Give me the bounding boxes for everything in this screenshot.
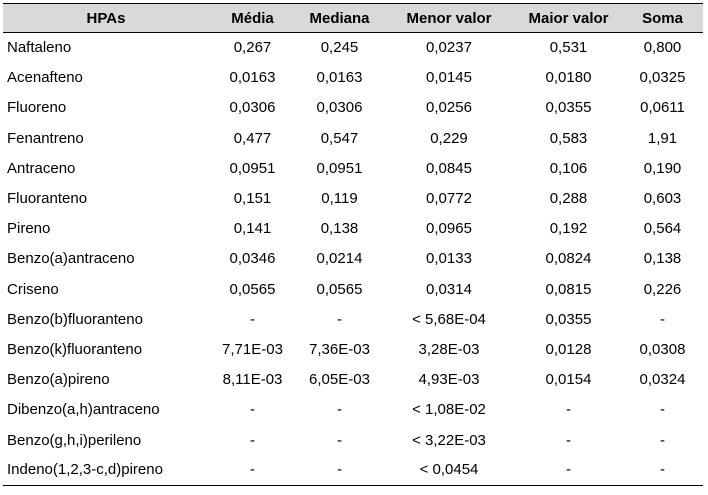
soma-cell: - [622,455,703,485]
media-cell: 0,141 [233,220,272,238]
hpa-statistics-table-container [3,3,703,486]
compound-name: Benzo(b)fluoranteno [7,310,143,328]
maior-valor-cell: 0,288 [549,190,588,208]
media-cell: 0,267 [233,39,272,57]
menor-valor-cell: 0,229 [430,129,468,147]
maior-valor-cell: - [566,401,571,419]
mediana-cell: 6,05E-03 [309,371,370,389]
mediana-cell: - [337,401,342,419]
menor-valor-cell: 0,0133 [426,250,472,268]
compound-name: Fluoranteno [7,190,88,208]
maior-valor-cell: - [515,455,622,485]
mediana-cell: 0,119 [321,190,358,208]
menor-valor-cell: 3,28E-03 [418,340,480,358]
soma-cell: 0,0611 [640,99,685,117]
menor-valor-cell: 0,0145 [426,69,472,87]
maior-valor-cell: 0,0154 [545,371,592,389]
header-maior-valor: Maior valor [515,4,622,33]
soma-cell: 0,190 [643,159,682,177]
soma-cell: 0,226 [643,280,682,298]
compound-name: Naftaleno [7,39,72,57]
soma-cell: 0,0325 [639,69,686,87]
header-mediana: Mediana [296,4,383,33]
media-cell: - [250,401,255,419]
media-cell: 0,0346 [229,250,276,268]
header-media: Média [209,4,296,33]
compound-name: Fluoreno [7,99,67,117]
mediana-cell: 0,0163 [316,69,363,87]
menor-valor-cell: < 5,68E-04 [412,310,486,328]
mediana-cell: 0,0951 [316,159,363,177]
maior-valor-cell: 0,0355 [545,310,592,328]
soma-cell: - [660,310,665,328]
menor-valor-cell: 0,0237 [426,39,472,57]
menor-valor-cell: 0,0314 [426,280,472,298]
media-cell: 0,0306 [229,99,276,117]
maior-valor-cell: - [566,431,571,449]
table-header [3,4,703,33]
menor-valor-cell: < 1,08E-02 [412,401,486,419]
media-cell: 0,0163 [229,69,276,87]
mediana-cell: - [337,310,342,328]
hpa-statistics-table [3,3,703,486]
menor-valor-cell: 0,0965 [426,220,472,238]
mediana-cell: 0,0565 [316,280,363,298]
maior-valor-cell: 0,0355 [545,99,592,117]
table-row [3,123,703,153]
maior-valor-cell: 0,192 [549,220,588,238]
header-menor-valor: Menor valor [383,4,515,33]
maior-valor-cell: 0,0128 [545,340,592,358]
media-cell: - [209,455,296,485]
soma-cell: - [660,401,665,419]
mediana-cell: 0,138 [320,220,359,238]
table-row [3,395,703,425]
table-row [3,93,703,123]
header-row [3,4,703,33]
compound-name: Benzo(k)fluoranteno [7,340,143,358]
mediana-cell: 0,0306 [316,99,363,117]
maior-valor-cell: 0,0824 [545,250,592,268]
table-row [3,365,703,395]
menor-valor-cell: 0,0845 [426,159,472,177]
compound-name: Indeno(1,2,3-c,d)pireno [3,455,209,485]
soma-cell: 0,603 [643,190,682,208]
maior-valor-cell: 0,106 [549,159,588,177]
table-row [3,455,703,485]
soma-cell: 0,800 [643,39,682,57]
maior-valor-cell: 0,531 [549,39,588,57]
compound-name: Benzo(a)pireno [7,371,110,389]
media-cell: 0,151 [233,190,272,208]
menor-valor-cell: < 0,0454 [383,455,515,485]
mediana-cell: 7,36E-03 [309,340,370,358]
maior-valor-cell: 0,0180 [545,69,592,87]
media-cell: 0,477 [233,129,272,147]
mediana-cell: 0,0214 [316,250,363,268]
compound-name: Fenantreno [7,129,84,147]
soma-cell: - [660,431,665,449]
menor-valor-cell: 0,0256 [426,99,472,117]
table-row [3,63,703,93]
soma-cell: 0,138 [643,250,682,268]
mediana-cell: 0,547 [320,129,359,147]
compound-name: Antraceno [7,159,76,177]
mediana-cell: - [296,455,383,485]
header-soma: Soma [622,4,703,33]
menor-valor-cell: 0,0772 [426,190,472,208]
table-row [3,304,703,334]
table-row [3,425,703,455]
soma-cell: 0,564 [643,220,682,238]
media-cell: 0,0951 [229,159,276,177]
soma-cell: 1,91 [647,129,678,147]
table-body [3,33,703,486]
media-cell: - [250,310,255,328]
media-cell: 8,11E-03 [222,371,283,389]
header-hpas: HPAs [3,4,209,33]
media-cell: 7,71E-03 [222,340,283,358]
table-row [3,33,703,63]
menor-valor-cell: < 3,22E-03 [412,431,486,449]
mediana-cell: 0,245 [320,39,359,57]
maior-valor-cell: 0,583 [549,129,588,147]
soma-cell: 0,0308 [639,340,686,358]
maior-valor-cell: 0,0815 [545,280,592,298]
compound-name: Acenafteno [7,69,83,87]
table-row [3,214,703,244]
table-row [3,274,703,304]
media-cell: 0,0565 [229,280,276,298]
media-cell: - [250,431,255,449]
compound-name: Benzo(a)antraceno [7,250,135,268]
compound-name: Pireno [7,220,51,238]
table-row [3,183,703,213]
table-row [3,153,703,183]
menor-valor-cell: 4,93E-03 [418,371,480,389]
table-row [3,334,703,364]
table-row [3,244,703,274]
compound-name: Criseno [7,280,59,298]
compound-name: Benzo(g,h,i)perileno [7,431,142,449]
mediana-cell: - [337,431,342,449]
compound-name: Dibenzo(a,h)antraceno [7,401,160,419]
soma-cell: 0,0324 [639,371,686,389]
